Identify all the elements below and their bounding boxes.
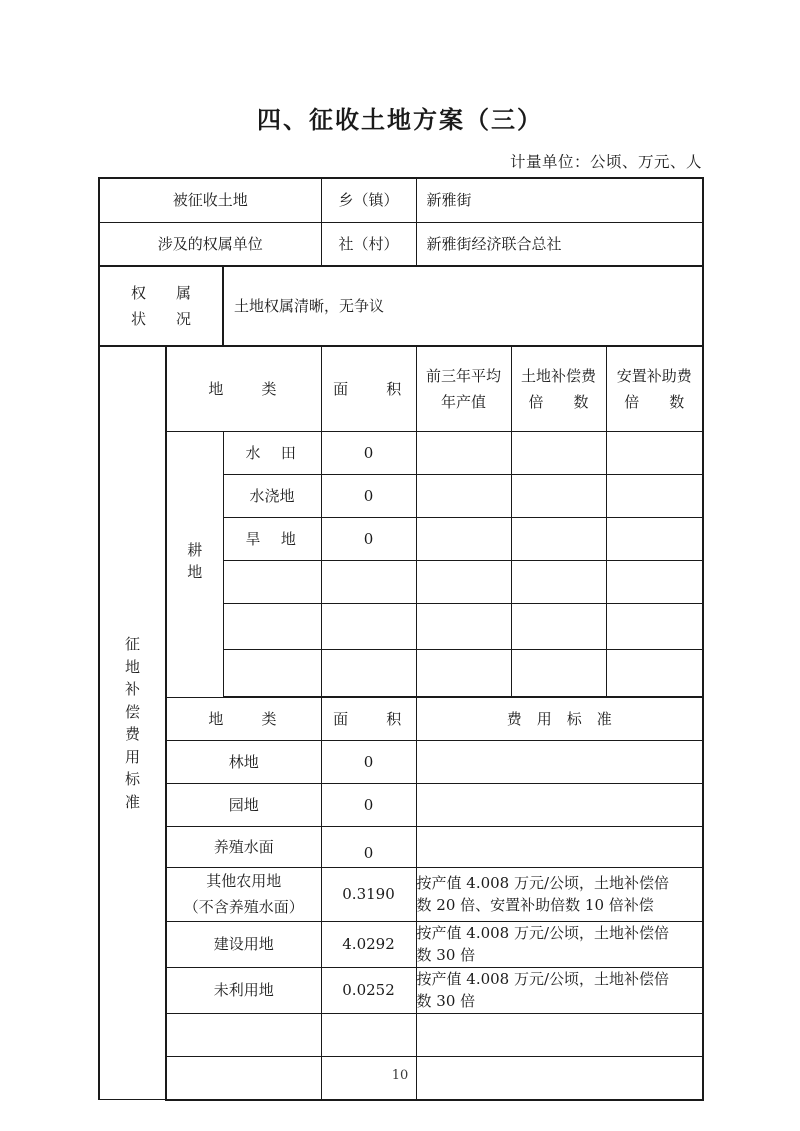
header-land-type-a: 地 类 xyxy=(166,346,321,432)
land-type-name xyxy=(223,561,321,604)
land-type-land-comp xyxy=(511,604,606,650)
land-type-area xyxy=(321,561,416,604)
header-avg-yield xyxy=(416,346,511,432)
land-acquisition-table xyxy=(98,177,704,1101)
land-type-name: 水 田 xyxy=(223,432,321,475)
header-land-compensation-line1: 土地补偿费 xyxy=(521,366,597,385)
land-type-name xyxy=(223,604,321,650)
fee-standard-cell xyxy=(416,868,703,922)
header-land-compensation xyxy=(511,346,606,432)
table-row-unused-land xyxy=(99,967,703,1013)
township-value: 新雅街 xyxy=(416,178,703,223)
land-type-avg-yield xyxy=(416,561,511,604)
ownership-status-value: 土地权属清晰，无争议 xyxy=(223,266,703,346)
header-resettlement-line1: 安置补助费 xyxy=(616,366,692,385)
land-type-name-line2: （不含养殖水面） xyxy=(183,898,304,917)
vertical-label-char-4: 费 xyxy=(124,725,140,743)
header-area-a: 面 积 xyxy=(321,346,416,432)
ownership-status-label-line2: 状 况 xyxy=(130,310,191,328)
land-type-name xyxy=(166,868,321,922)
land-type-area xyxy=(321,1013,416,1056)
land-type-land-comp xyxy=(511,518,606,561)
table-row-forest-land xyxy=(99,741,703,784)
land-type-name xyxy=(166,1013,321,1056)
fee-standard-line1: 按产值 4.008 万元/公顷，土地补偿倍 xyxy=(416,923,670,942)
township-label: 乡（镇） xyxy=(321,178,416,223)
fee-standard-line2: 数 30 倍 xyxy=(416,992,476,1010)
land-type-name: 未利用地 xyxy=(166,967,321,1013)
table-a-header-row xyxy=(99,346,703,432)
table-b-header-row xyxy=(99,697,703,741)
land-type-resettle xyxy=(606,475,703,518)
land-type-area: 0 xyxy=(321,784,416,827)
header-avg-yield-line2: 年产值 xyxy=(441,393,487,411)
land-type-name: 林地 xyxy=(166,741,321,784)
group-label-cultivated-land xyxy=(166,432,223,698)
land-type-resettle xyxy=(606,518,703,561)
land-type-area xyxy=(321,604,416,650)
fee-standard-cell xyxy=(416,1013,703,1056)
land-type-avg-yield xyxy=(416,432,511,475)
land-type-area: 0 xyxy=(321,475,416,518)
land-type-area: 0 xyxy=(321,518,416,561)
land-type-name-line1: 其他农用地 xyxy=(206,872,282,890)
table-row-construction-land xyxy=(99,921,703,967)
vertical-label-char-7: 准 xyxy=(124,792,140,811)
header-avg-yield-line1: 前三年平均 xyxy=(426,366,502,385)
fee-standard-line1: 按产值 4.008 万元/公顷，土地补偿倍 xyxy=(416,873,670,892)
land-type-area: 0.3190 xyxy=(321,868,416,922)
land-type-avg-yield xyxy=(416,650,511,698)
table-row-other-agricultural-land xyxy=(99,868,703,922)
table-row-ownership-status xyxy=(99,266,703,346)
land-type-area xyxy=(321,650,416,698)
owner-label-line2: 涉及的权属单位 xyxy=(99,223,321,267)
village-value: 新雅街经济联合总社 xyxy=(416,223,703,267)
vertical-label-char-5: 用 xyxy=(124,747,140,766)
land-type-land-comp xyxy=(511,561,606,604)
header-resettlement-line2: 倍 数 xyxy=(624,393,685,411)
land-type-avg-yield xyxy=(416,518,511,561)
table-row-village xyxy=(99,223,703,267)
page-number: 10 xyxy=(391,1068,409,1083)
land-type-land-comp xyxy=(511,650,606,698)
table-row-township xyxy=(99,178,703,223)
fee-standard-line2: 数 20 倍、安置补助倍数 10 倍补偿 xyxy=(416,896,654,915)
land-type-resettle xyxy=(606,432,703,475)
header-land-type-b: 地 类 xyxy=(166,697,321,741)
header-resettlement-subsidy xyxy=(606,346,703,432)
fee-standard-cell xyxy=(416,784,703,827)
table-row-empty xyxy=(99,1013,703,1056)
left-vertical-label xyxy=(99,346,166,1100)
land-type-area: 0.0252 xyxy=(321,967,416,1013)
vertical-label-char-6: 标 xyxy=(124,770,140,788)
land-type-resettle xyxy=(606,561,703,604)
fee-standard-cell xyxy=(416,827,703,868)
land-type-area: 4.0292 xyxy=(321,921,416,967)
village-label: 社（村） xyxy=(321,223,416,267)
land-type-avg-yield xyxy=(416,604,511,650)
fee-standard-cell xyxy=(416,741,703,784)
land-type-resettle xyxy=(606,650,703,698)
land-type-name: 旱 地 xyxy=(223,518,321,561)
vertical-label-char-2: 补 xyxy=(124,680,140,698)
ownership-status-label-line1: 权 属 xyxy=(130,283,191,302)
land-type-resettle xyxy=(606,604,703,650)
measurement-unit-note: 计量单位：公顷、万元、人 xyxy=(509,153,702,171)
header-land-compensation-line2: 倍 数 xyxy=(528,393,589,411)
vertical-label-char-1: 地 xyxy=(124,657,140,676)
land-type-name: 园地 xyxy=(166,784,321,827)
group-label-char-1: 地 xyxy=(187,563,203,582)
header-area-b: 面 积 xyxy=(321,697,416,741)
land-type-name xyxy=(223,650,321,698)
land-type-avg-yield xyxy=(416,475,511,518)
land-type-name: 建设用地 xyxy=(166,921,321,967)
owner-label-line1: 被征收土地 xyxy=(99,178,321,223)
vertical-label-char-0: 征 xyxy=(124,635,140,653)
table-row-garden-land xyxy=(99,784,703,827)
table-row-paddy-field xyxy=(99,432,703,475)
page-title: 四、征收土地方案（三） xyxy=(257,105,543,134)
fee-standard-line2: 数 30 倍 xyxy=(416,946,476,964)
land-type-land-comp xyxy=(511,432,606,475)
fee-standard-cell xyxy=(416,967,703,1013)
land-type-area: 0 xyxy=(321,741,416,784)
land-type-area: 0 xyxy=(321,432,416,475)
land-type-name: 养殖水面 xyxy=(166,827,321,868)
vertical-label-char-3: 偿 xyxy=(124,702,140,721)
ownership-status-label xyxy=(99,266,223,346)
table-row-aquaculture-water xyxy=(99,827,703,868)
fee-standard-cell xyxy=(416,921,703,967)
fee-standard-line1: 按产值 4.008 万元/公顷，土地补偿倍 xyxy=(416,969,670,988)
header-fee-standard: 费 用 标 准 xyxy=(416,697,703,741)
land-type-name: 水浇地 xyxy=(223,475,321,518)
land-type-area: 0 xyxy=(321,827,416,868)
group-label-char-0: 耕 xyxy=(187,540,203,559)
land-type-land-comp xyxy=(511,475,606,518)
